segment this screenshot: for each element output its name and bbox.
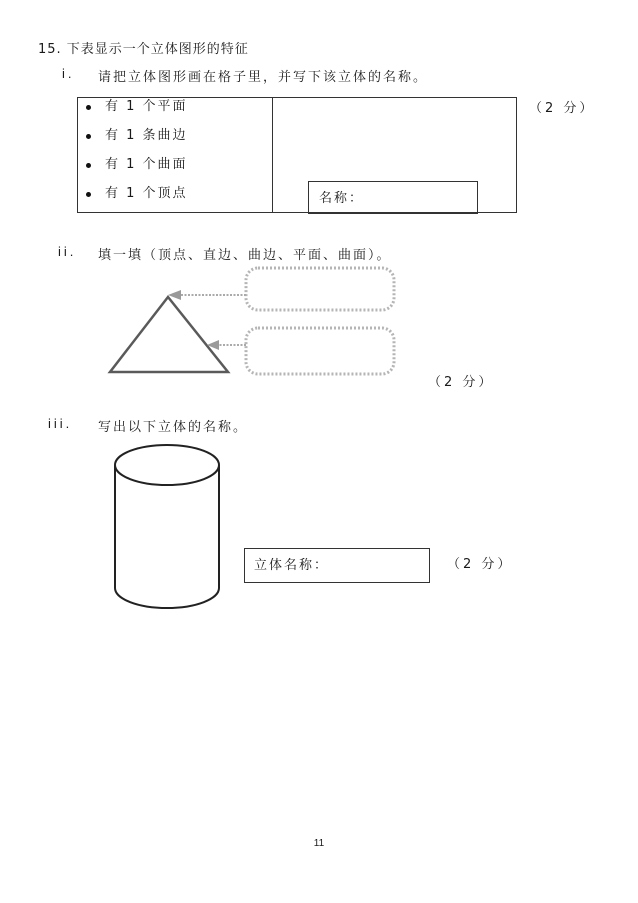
drawing-area[interactable] bbox=[273, 98, 516, 180]
part-ii-number: ii. bbox=[58, 244, 77, 259]
feature-item bbox=[86, 126, 188, 155]
solid-name-label: 立体名称： bbox=[254, 558, 330, 573]
cylinder-top-face bbox=[115, 445, 219, 485]
cylinder-diagram bbox=[100, 436, 240, 616]
vertex-answer-box[interactable] bbox=[246, 268, 394, 310]
feature-item bbox=[86, 155, 188, 184]
feature-text: 有 1 个曲面 bbox=[105, 157, 188, 172]
triangle-shape bbox=[110, 297, 228, 372]
part-i-marks: （2 分） bbox=[529, 101, 596, 116]
feature-item bbox=[86, 97, 188, 126]
part-ii-marks: （2 分） bbox=[428, 375, 495, 390]
bullet-icon bbox=[86, 134, 91, 139]
feature-text: 有 1 个平面 bbox=[105, 99, 188, 114]
bullet-icon bbox=[86, 192, 91, 197]
page-number: 11 bbox=[313, 838, 325, 849]
part-i-instruction: 请把立体图形画在格子里，并写下该立体的名称。 bbox=[98, 70, 429, 85]
feature-list bbox=[86, 97, 188, 213]
part-iii-marks: （2 分） bbox=[447, 557, 514, 572]
feature-item bbox=[86, 184, 188, 213]
part-iii-instruction: 写出以下立体的名称。 bbox=[98, 420, 249, 435]
cylinder-bottom-face bbox=[115, 588, 219, 608]
feature-text: 有 1 条曲边 bbox=[105, 128, 188, 143]
part-iii-number: iii. bbox=[48, 416, 73, 431]
bullet-icon bbox=[86, 105, 91, 110]
part-ii-instruction: 填一填（顶点、直边、曲边、平面、曲面）。 bbox=[98, 248, 392, 263]
feature-text: 有 1 个顶点 bbox=[105, 186, 188, 201]
question-title: 15. 下表显示一个立体图形的特征 bbox=[38, 42, 249, 57]
part-i-number: i. bbox=[62, 66, 75, 81]
edge-answer-box[interactable] bbox=[246, 328, 394, 374]
shape-name-field[interactable] bbox=[308, 181, 478, 214]
triangle-diagram bbox=[0, 260, 638, 390]
bullet-icon bbox=[86, 163, 91, 168]
solid-name-field[interactable] bbox=[244, 548, 430, 583]
shape-name-label: 名称： bbox=[319, 191, 365, 206]
